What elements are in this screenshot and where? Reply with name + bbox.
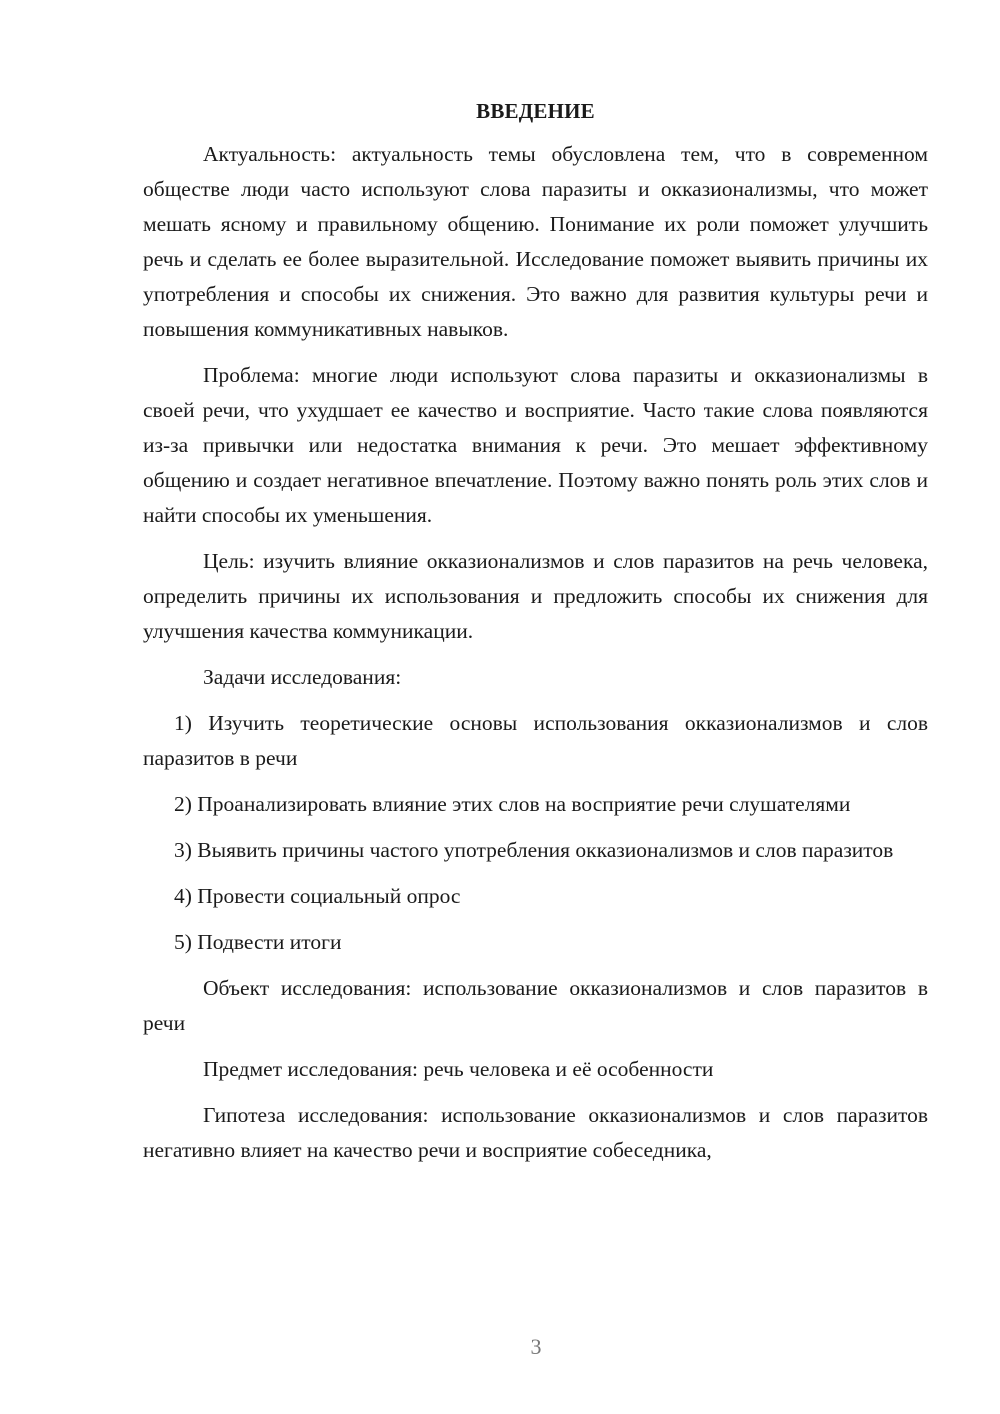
tasks-heading: Задачи исследования:: [203, 665, 402, 689]
section-title: ВВЕДЕНИЕ: [476, 99, 595, 123]
goal-paragraph: Цель: изучить влияние окказионализмов и слов паразитов на речь человека, определить причины их использования и предложить способы их снижения для улучшения качества коммуникации.: [143, 549, 928, 643]
task-item-5: 5) Подвести итоги: [174, 930, 342, 954]
hypothesis-paragraph: Гипотеза исследования: использование окказионализмов и слов паразитов негативно влияет на качество речи и восприятие собеседника,: [143, 1103, 928, 1162]
task-item-2: 2) Проанализировать влияние этих слов на восприятие речи слушателями: [174, 792, 851, 816]
problem-paragraph: Проблема: многие люди используют слова паразиты и окказионализмы в своей речи, что ухудшает ее качество и восприятие. Часто такие слова появляются из-за привычки или недостатка внимания к речи. Это мешает эффективному общению и создает негативное впечатление. Поэтому важно понять роль этих слов и найти способы их уменьшения.: [143, 363, 928, 527]
page-content: [143, 96, 928, 1179]
subject-paragraph: Предмет исследования: речь человека и её особенности: [203, 1057, 714, 1081]
relevance-paragraph: Актуальность: актуальность темы обусловлена тем, что в современном обществе люди часто используют слова паразиты и окказионализмы, что может мешать ясному и правильному общению. Понимание их роли поможет улучшить речь и сделать ее более выразительной. Исследование поможет выявить причины их употребления и способы их снижения. Это важно для развития культуры речи и повышения коммуникативных навыков.: [143, 142, 928, 341]
task-item-1: 1) Изучить теоретические основы использования окказионализмов и слов паразитов в речи: [143, 711, 928, 770]
task-item-4: 4) Провести социальный опрос: [174, 884, 461, 908]
page-number: 3: [530, 1334, 542, 1359]
task-item-3: 3) Выявить причины частого употребления окказионализмов и слов паразитов: [174, 838, 894, 862]
object-paragraph: Объект исследования: использование окказионализмов и слов паразитов в речи: [143, 976, 928, 1035]
